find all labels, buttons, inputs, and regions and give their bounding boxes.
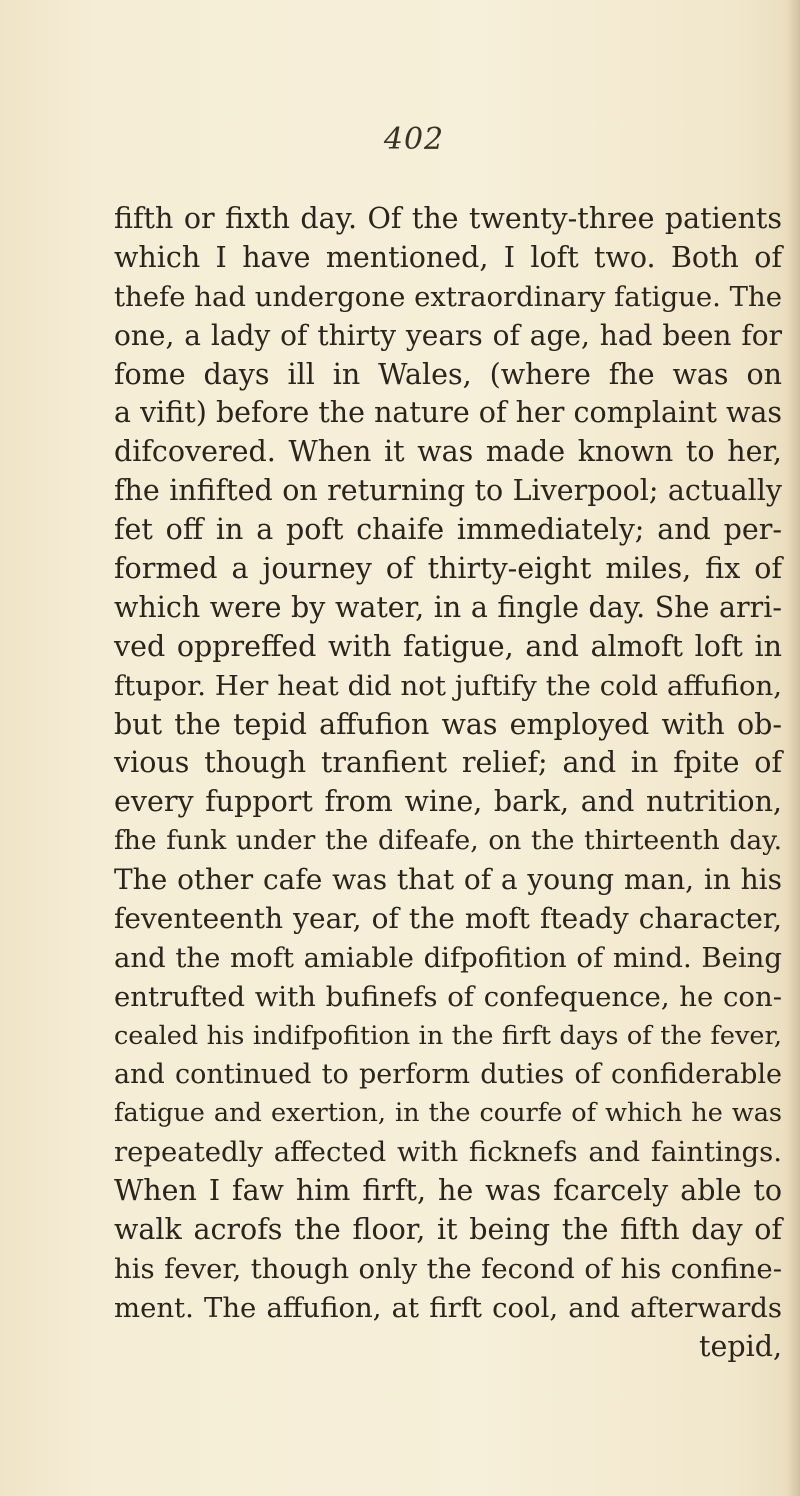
text-line: fet off in a poft chaife immediately; and per- bbox=[114, 513, 782, 547]
text-line: feventeenth year, of the moft fteady character, bbox=[114, 902, 782, 936]
text-line: ved oppreffed with fatigue, and almoft loft in bbox=[114, 629, 782, 663]
page-number: 402 bbox=[383, 122, 445, 157]
text-line: and the moft amiable difpofition of mind. Being bbox=[114, 941, 782, 974]
text-line: vious though tranfient relief; and in fpite of bbox=[114, 746, 782, 780]
text-line: fifth or fixth day. Of the twenty-three patients bbox=[114, 202, 782, 235]
text-line: cealed his indifpofition in the firft days of the fever, bbox=[114, 1020, 782, 1051]
text-line: formed a journey of thirty-eight miles, fix of bbox=[114, 552, 782, 586]
text-line: fome days ill in Wales, (where fhe was on bbox=[114, 357, 782, 391]
text-line: repeatedly affected with ficknefs and faintings. bbox=[114, 1136, 782, 1169]
text-line: every fupport from wine, bark, and nutrition, bbox=[114, 785, 782, 819]
text-line: thefe had undergone extraordinary fatigue. The bbox=[114, 280, 782, 313]
text-line: ftupor. Her heat did not juftify the cold affufion, bbox=[114, 669, 782, 702]
text-line: one, a lady of thirty years of age, had been for bbox=[114, 318, 782, 352]
text-line: and continued to perform duties of confiderable bbox=[114, 1058, 782, 1090]
text-line: his fever, though only the fecond of his confine- bbox=[114, 1253, 782, 1286]
text-line: The other cafe was that of a young man, in his bbox=[114, 863, 782, 897]
text-line: entrufted with bufinefs of confequence, he con- bbox=[114, 980, 782, 1013]
text-line: a vifit) before the nature of her complaint was bbox=[114, 396, 782, 430]
text-line: fhe funk under the difeafe, on the thirteenth day. bbox=[114, 825, 782, 857]
text-line: but the tepid affufion was employed with ob- bbox=[114, 707, 782, 741]
catchword-line: tepid, bbox=[699, 1329, 782, 1363]
body-text bbox=[114, 200, 782, 1367]
text-line: walk acrofs the floor, it being the fifth day of bbox=[114, 1213, 782, 1247]
text-line: difcovered. When it was made known to her, bbox=[114, 435, 782, 469]
text-line: ment. The affufion, at firft cool, and afterwards bbox=[114, 1291, 782, 1324]
text-line: which were by water, in a fingle day. She arri- bbox=[114, 590, 782, 624]
page-edge-shadow bbox=[786, 0, 800, 1496]
text-line: fatigue and exertion, in the courfe of which he was bbox=[114, 1098, 782, 1129]
text-line: When I faw him firft, he was fcarcely able to bbox=[114, 1174, 782, 1208]
text-line: which I have mentioned, I loft two. Both of bbox=[114, 240, 782, 274]
text-line: fhe infifted on returning to Liverpool; actually bbox=[114, 474, 782, 508]
